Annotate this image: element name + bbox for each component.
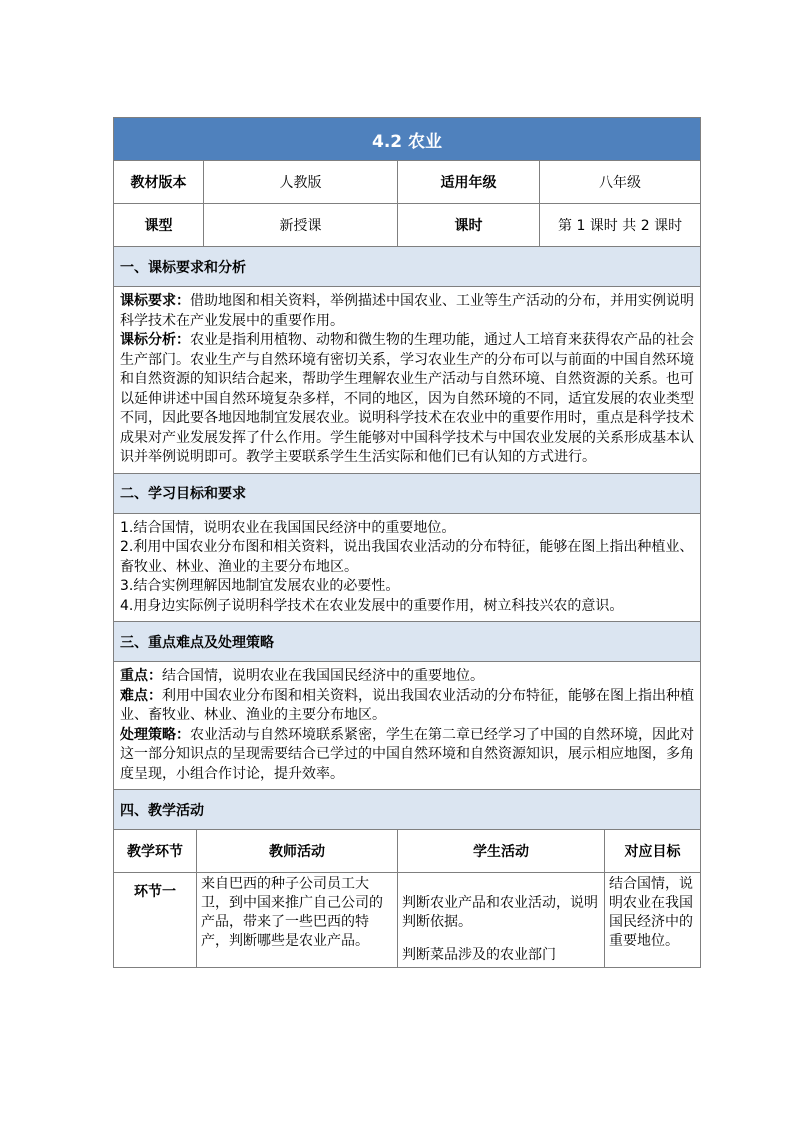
key-text: 结合国情，说明农业在我国国民经济中的重要地位。 xyxy=(162,668,484,684)
objective-item: 2.利用中国农业分布图和相关资料，说出我国农业活动的分布特征，能够在图上指出种植业、畜牧业、林业、渔业的主要分布地区。 xyxy=(120,539,694,575)
difficulty-point xyxy=(120,687,694,726)
key-point xyxy=(120,667,694,687)
header-student: 学生活动 xyxy=(398,830,605,873)
edition-value: 人教版 xyxy=(204,161,398,204)
requirement-label: 课标要求： xyxy=(120,293,190,309)
type-label: 课型 xyxy=(114,204,204,247)
period-value: 第 1 课时 共 2 课时 xyxy=(540,204,701,247)
header-target: 对应目标 xyxy=(605,830,701,873)
header-stage: 教学环节 xyxy=(114,830,197,873)
student-activity-text-2: 判断菜品涉及的农业部门 xyxy=(402,947,556,963)
analysis-label: 课标分析： xyxy=(120,332,190,348)
section-title-key-points: 三、重点难点及处理策略 xyxy=(114,622,701,662)
student-activity-text-1: 判断农业产品和农业活动，说明判断依据。 xyxy=(402,895,598,930)
objective-item: 3.结合实例理解因地制宜发展农业的必要性。 xyxy=(120,578,400,594)
grade-label: 适用年级 xyxy=(398,161,540,204)
standards-body xyxy=(114,287,701,474)
period-label: 课时 xyxy=(398,204,540,247)
difficulty-text: 利用中国农业分布图和相关资料，说出我国农业活动的分布特征，能够在图上指出种植业、畜牧业、林业、渔业的主要分布地区。 xyxy=(120,687,694,723)
header-teacher: 教师活动 xyxy=(197,830,398,873)
analysis-text: 农业是指利用植物、动物和微生物的生理功能，通过人工培育来获得农产品的社会生产部门。农业生产与自然环境有密切关系，学习农业生产的分布可以与前面的中国自然环境和自然资源的知识结合起来，帮助学生理解农业生产活动与自然环境、自然资源的关系。也可以延伸讲述中国自然环境复杂多样，不同的地区，因为自然环境的不同，适宜发展的农业类型不同，因此要各地因地制宜发展农业。说明科学技术在农业中的重要作用时，重点是科学技术成果对产业发展发挥了什么作用。学生能够对中国科学技术与中国农业发展的关系形成基本认识并举例说明即可。教学主要联系学生生活实际和他们已有认知的方式进行。 xyxy=(120,332,694,465)
section-title-standards: 一、课标要求和分析 xyxy=(114,247,701,287)
target-cell xyxy=(605,873,701,968)
objectives-body xyxy=(114,513,701,622)
standards-requirement xyxy=(120,292,694,331)
difficulty-label: 难点： xyxy=(120,687,162,704)
stage-cell: 环节一 xyxy=(114,873,197,968)
teacher-activity-cell xyxy=(197,873,398,968)
lesson-title: 4.2 农业 xyxy=(114,118,701,161)
strategy-text: 农业活动与自然环境联系紧密，学生在第二章已经学习了中国的自然环境，因此对这一部分知识点的呈现需要结合已学过的中国自然环境和自然资源知识，展示相应地图，多角度呈现，小组合作讨论，提升效率。 xyxy=(120,726,694,782)
section-title-objectives: 二、学习目标和要求 xyxy=(114,473,701,513)
section-title-activities: 四、教学活动 xyxy=(114,790,701,830)
lesson-plan xyxy=(113,117,700,968)
grade-value: 八年级 xyxy=(540,161,701,204)
strategy-label: 处理策略： xyxy=(120,726,190,743)
objective-item: 1.结合国情，说明农业在我国国民经济中的重要地位。 xyxy=(120,519,456,536)
teacher-activity-text: 来自巴西的种子公司员工大卫，到中国来推广自己公司的产品，带来了一些巴西的特产，判断哪些是农业产品。 xyxy=(201,876,383,949)
student-activity-cell xyxy=(398,873,605,968)
objective-item: 4.用身边实际例子说明科学技术在农业发展中的重要作用，树立科技兴农的意识。 xyxy=(120,597,624,614)
requirement-text: 借助地图和相关资料，举例描述中国农业、工业等生产活动的分布，并用实例说明科学技术在产业发展中的重要作用。 xyxy=(120,293,694,329)
edition-label: 教材版本 xyxy=(114,161,204,204)
key-points-body xyxy=(114,662,701,790)
standards-analysis xyxy=(120,331,694,468)
target-text: 结合国情，说明农业在我国国民经济中的重要地位。 xyxy=(609,876,693,949)
strategy-point xyxy=(120,726,694,785)
key-label: 重点： xyxy=(120,668,162,684)
lesson-table xyxy=(113,117,701,968)
type-value: 新授课 xyxy=(204,204,398,247)
